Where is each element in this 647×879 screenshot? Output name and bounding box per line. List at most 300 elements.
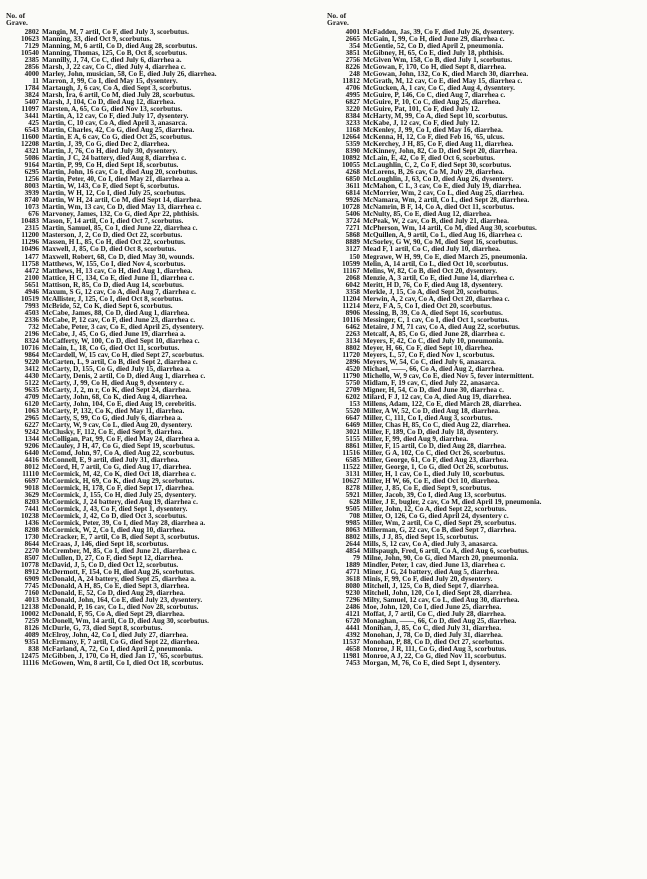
grave-entry-text: McCabe, P, 12 cav, Co F, died June 23, diarrhea c.	[42, 316, 196, 324]
grave-entry-text: McLaughlin, C, 2, Co F, died Sept 30, scorbutus.	[363, 162, 512, 170]
grave-entry-row	[327, 134, 627, 141]
grave-entry-row	[6, 380, 306, 387]
grave-number: 11296	[21, 239, 39, 247]
grave-number: 9635	[24, 386, 39, 394]
grave-number: 10519	[21, 295, 39, 303]
grave-entry-text: Miller, George, 61, Co F, died Aug 23, diarrhea.	[363, 456, 509, 464]
grave-number: 9230	[345, 590, 360, 598]
grave-number: 11516	[342, 449, 360, 457]
grave-number: 4520	[345, 365, 360, 373]
grave-entry-row	[327, 225, 627, 232]
grave-number: 8278	[345, 485, 360, 493]
grave-entry-text: McCrember, M, 85, Co I, died June 21, diarrhea c.	[42, 548, 197, 556]
grave-entry-row	[327, 197, 627, 204]
grave-entry-row	[6, 492, 306, 499]
grave-entry-text: McLain, E, 42, Co F, died Oct 6, scorbutus.	[363, 155, 495, 163]
grave-entry-row	[327, 604, 627, 611]
grave-entry-row	[6, 317, 306, 324]
grave-number: 9220	[24, 358, 39, 366]
grave-entry-row	[327, 548, 627, 555]
grave-entry-text: McGuire, P, 146, Co C, died Aug 7, diarrhea c.	[363, 92, 506, 100]
grave-number: 2965	[24, 414, 39, 422]
grave-number: 7453	[345, 660, 360, 668]
grave-entry-row	[6, 289, 306, 296]
grave-entry-row	[6, 394, 306, 401]
grave-number: 2856	[24, 64, 39, 72]
grave-entry-row	[6, 275, 306, 282]
grave-number: 10116	[342, 316, 360, 324]
grave-number: 4503	[24, 309, 39, 317]
grave-entry-row	[6, 296, 306, 303]
left-column-header: No. of Grave.	[6, 11, 28, 27]
grave-number: 11720	[342, 351, 360, 359]
grave-number: 5406	[345, 211, 360, 219]
grave-number: 4771	[345, 569, 360, 577]
grave-number: 3412	[24, 365, 39, 373]
grave-number: 11812	[342, 78, 360, 86]
grave-entry-text: Meritt, H D, 76, Co F, died Aug 18, dysentery.	[363, 281, 503, 289]
grave-entry-row	[6, 618, 306, 625]
grave-entry-text: Miller, G A, 102, Co C, died Oct 26, scorbutus.	[363, 449, 506, 457]
grave-number: 7993	[24, 302, 39, 310]
grave-entry-text: McCormick, W, 2, Co I, died Aug 10, diarrhea.	[42, 527, 186, 535]
grave-entry-text: McPeak, W, 2 cav, Co B, died July 21, diarrhea.	[363, 218, 509, 226]
grave-entry-row	[327, 394, 627, 401]
grave-entry-row	[327, 534, 627, 541]
grave-entry-text: Martin, J C, 24 battery, died Aug 8, diarrhea c.	[42, 155, 187, 163]
grave-entry-text: Marsh, J, 104, Co D, died Aug 12, diarrhea.	[42, 99, 176, 107]
grave-number: 2263	[345, 330, 360, 338]
grave-entry-row	[6, 148, 306, 155]
grave-number: 9351	[24, 639, 39, 647]
grave-number: 5155	[345, 435, 360, 443]
grave-entry-row	[327, 296, 627, 303]
grave-entry-row	[327, 625, 627, 632]
grave-entry-text: McCardell, W, 15 cav, Co H, died Sept 27, scorbutus.	[42, 351, 204, 359]
grave-entry-row	[327, 646, 627, 653]
grave-entry-text: Millens, Adam, 122, Co E, died March 28, diarrhea.	[363, 400, 522, 408]
grave-entry-text: McDonald, A, 24 battery, died Sept 25, diarrhea a.	[42, 576, 196, 584]
grave-number: 2644	[345, 541, 360, 549]
grave-entry-row	[327, 450, 627, 457]
grave-entry-row	[6, 597, 306, 604]
grave-entry-text: Martin, J, 39, Co G, died Dec 2, diarrhea.	[42, 141, 170, 149]
grave-number: 6850	[345, 176, 360, 184]
grave-entry-text: McNamrin, B F, 14, Co A, died Oct 11, scorbutus.	[363, 204, 515, 212]
grave-entry-text: Melin, A, 14 artil, Co L, died Oct 10, scorbutus.	[363, 260, 509, 268]
grave-number: 425	[28, 120, 39, 128]
grave-entry-row	[6, 141, 306, 148]
grave-entry-row	[6, 345, 306, 352]
grave-entry-row	[327, 43, 627, 50]
grave-entry-text: Menzie, A, 3 artil, Co E, died June 14, diarrhea c.	[363, 274, 515, 282]
grave-entry-row	[6, 583, 306, 590]
grave-entry-row	[327, 254, 627, 261]
grave-entry-row	[6, 555, 306, 562]
grave-entry-row	[327, 36, 627, 43]
grave-entry-row	[327, 239, 627, 246]
grave-number: 3939	[24, 190, 39, 198]
grave-entry-row	[327, 324, 627, 331]
grave-entry-row	[327, 590, 627, 597]
grave-entry-row	[6, 92, 306, 99]
grave-number: 4268	[345, 169, 360, 177]
grave-entry-row	[6, 590, 306, 597]
grave-number: 8861	[345, 442, 360, 450]
grave-entry-text: McMorrier, Wm, 2 cav, Co L, died Aug 25, diarrhea.	[363, 190, 525, 198]
grave-number: 6202	[345, 393, 360, 401]
grave-entry-row	[327, 331, 627, 338]
grave-entry-text: Martaugh, J, 6 cav, Co A, died Sept 3, scorbutus.	[42, 85, 192, 93]
grave-entry-text: Massen, H L, 85, Co H, died Oct 22, scorbutus.	[42, 239, 186, 247]
grave-number: 11167	[342, 267, 360, 275]
grave-entry-text: McCormick, J, 24 battery, died Aug 19, diarrhea c.	[42, 499, 198, 507]
grave-entry-row	[327, 85, 627, 92]
grave-entry-row	[327, 218, 627, 225]
grave-entry-text: Martin, J, 76, Co H, died July 30, dysentery.	[42, 148, 178, 156]
grave-entry-text: Meyers, L, 57, Co F, died Nov 1, scorbutus.	[363, 351, 495, 359]
grave-entry-text: McKabe, J, 12 cav, Co F, died July 12.	[363, 120, 480, 128]
grave-entry-text: McGain, I, 99, Co H, died June 29, diarrhea c.	[363, 36, 505, 44]
grave-entry-text: McGowan, John, 132, Co K, died March 30, diarrhea.	[363, 71, 529, 79]
grave-entry-text: McKenna, H, 12, Co F, died Feb 16, '65, ulcus.	[363, 134, 505, 142]
grave-entry-row	[327, 457, 627, 464]
grave-number: 3724	[345, 218, 360, 226]
grave-entry-row	[6, 436, 306, 443]
grave-entry-text: McCarty, John, 68, Co K, died Aug 4, diarrhea.	[42, 393, 188, 401]
grave-entry-row	[327, 660, 627, 667]
grave-entry-text: Morgan, M, 76, Co E, died Sept 1, dysentery.	[363, 660, 501, 668]
grave-entry-row	[6, 366, 306, 373]
grave-entry-row	[327, 141, 627, 148]
grave-entry-text: McGiven Wm, 158, Co B, died July 1, scorbutus.	[363, 57, 513, 65]
grave-number: 6227	[24, 421, 39, 429]
grave-entry-text: Monroe, J R, 111, Co G, died Aug 3, scorbutus.	[363, 646, 507, 654]
grave-entry-text: McDonell, Wm, 14 artil, Co D, died Aug 30, scorbutus.	[42, 618, 209, 626]
grave-entry-row	[327, 352, 627, 359]
grave-number: 6120	[24, 400, 39, 408]
grave-number: 8507	[24, 555, 39, 563]
grave-entry-row	[327, 71, 627, 78]
grave-entry-row	[6, 443, 306, 450]
left-column	[6, 12, 306, 667]
grave-entry-row	[6, 50, 306, 57]
grave-entry-row	[327, 183, 627, 190]
grave-entry-text: McGrath, M, 12 cav, Co E, died May 15, diarrhea c.	[363, 78, 523, 86]
right-column	[327, 12, 627, 667]
grave-entry-text: Martin, W H, 24 artil, Co M, died Sept 14, diarrhea.	[42, 197, 202, 205]
grave-entry-row	[6, 660, 306, 667]
grave-entry-text: Manning, M, 6 artil, Co D, died Aug 28, scorbutus.	[42, 43, 198, 51]
grave-number: 4430	[24, 372, 39, 380]
grave-entry-text: McCain, L, 18, Co G, died Oct 11, scorbutus.	[42, 344, 180, 352]
grave-number: 4854	[345, 548, 360, 556]
grave-number: 11790	[342, 372, 360, 380]
grave-number: 1256	[24, 176, 39, 184]
grave-entry-row	[327, 443, 627, 450]
grave-entry-row	[6, 604, 306, 611]
grave-number: 4013	[24, 597, 39, 605]
grave-entry-text: Manning, 33, died Oct 9, scorbutus.	[42, 36, 152, 44]
grave-entry-text: McFadden, Jas, 39, Co F, died July 26, dysentery.	[363, 29, 515, 36]
grave-entry-text: Merkle, J, 15, Co A, died Sept 20, scorbutus.	[363, 288, 499, 296]
grave-entry-text: McPherson, Wm, 14 artil, Co M, died Aug 30, scorbutus.	[363, 225, 537, 233]
grave-number: 3233	[345, 120, 360, 128]
grave-entry-row	[6, 36, 306, 43]
grave-entry-row	[6, 576, 306, 583]
grave-number: 6543	[24, 127, 39, 135]
grave-entry-text: Miller, A W, 52, Co D, died Aug 18, diarrhea.	[363, 407, 500, 415]
grave-entry-row	[327, 401, 627, 408]
grave-entry-row	[327, 429, 627, 436]
grave-entry-row	[327, 541, 627, 548]
right-column-header: No. of Grave.	[327, 11, 349, 27]
grave-entry-row	[6, 162, 306, 169]
grave-number: 9164	[24, 162, 39, 170]
grave-number: 11097	[21, 106, 39, 114]
grave-entry-row	[6, 513, 306, 520]
grave-number: 10778	[21, 562, 39, 570]
grave-number: 10002	[21, 611, 39, 619]
grave-entry-text: Merwin, A, 2 cav, Co A, died Oct 20, diarrhea c.	[363, 295, 510, 303]
grave-number: 4001	[345, 29, 360, 36]
grave-entry-row	[327, 211, 627, 218]
grave-entry-row	[327, 359, 627, 366]
grave-entry-row	[6, 450, 306, 457]
grave-entry-text: McClusky, F, 112, Co E, died Sept 9, diarrhea.	[42, 428, 184, 436]
grave-entry-text: Miller, F, 99, died Aug 9, diarrhea.	[363, 435, 469, 443]
grave-number: 10892	[342, 155, 360, 163]
grave-entry-row	[327, 57, 627, 64]
grave-entry-text: Marsten, A, 65, Co G, died Nov 13, scorbutus.	[42, 106, 183, 114]
grave-entry-row	[327, 204, 627, 211]
grave-entry-row	[327, 92, 627, 99]
grave-number: 3441	[24, 113, 39, 121]
grave-entry-text: Migner, H, 54, Co D, died June 30, diarrhea c.	[363, 386, 504, 394]
grave-number: 2709	[345, 386, 360, 394]
grave-entry-row	[327, 583, 627, 590]
grave-number: 3358	[345, 288, 360, 296]
grave-entry-row	[327, 485, 627, 492]
grave-number: 9926	[345, 197, 360, 205]
grave-number: 4121	[345, 611, 360, 619]
grave-number: 6295	[24, 169, 39, 177]
grave-number: 1889	[345, 562, 360, 570]
grave-entry-text: Miller, Wm, 2 artil, Co C, died Sept 29, scorbutus.	[363, 520, 517, 528]
grave-entry-row	[327, 492, 627, 499]
grave-number: 11204	[342, 295, 360, 303]
grave-entry-text: Miller, George, 1, Co G, died Oct 26, scorbutus.	[363, 463, 509, 471]
grave-entry-text: Martin, Charles, 42, Co G, died Aug 25, diarrhea.	[42, 127, 195, 135]
right-column-rows	[327, 29, 627, 667]
grave-number: 12138	[21, 604, 39, 612]
grave-entry-text: McKinney, John, 82, Co D, died Sept 20, diarrhea.	[363, 148, 518, 156]
grave-entry-row	[327, 366, 627, 373]
grave-entry-row	[6, 85, 306, 92]
grave-entry-text: Monaghan, ——, 66, Co D, died Aug 25, diarrhea.	[363, 618, 517, 626]
grave-number: 7745	[24, 583, 39, 591]
grave-entry-text: McCormick, J, 42, Co D, died Oct 3, scorbutus.	[42, 513, 187, 521]
grave-entry-text: Martin, C, 10 cav, Co A, died April 3, anasarca.	[42, 120, 188, 128]
grave-number: 4000	[24, 71, 39, 79]
grave-number: 6440	[24, 449, 39, 457]
grave-number: 6469	[345, 421, 360, 429]
grave-number: 4995	[345, 92, 360, 100]
grave-entry-text: Milty, Samuel, 12 cav, Co L, died Aug 30, diarrhea.	[363, 597, 520, 605]
grave-entry-text: McLoughlin, J, 63, Co D, died Aug 26, dysentery.	[363, 176, 514, 184]
grave-entry-text: Marsh, J, 22 cav, Co C, died July 4, diarrhea c.	[42, 64, 186, 72]
grave-number: 2385	[24, 57, 39, 65]
grave-entry-text: Marron, J, 99, Co I, died May 15, dysentery.	[42, 78, 178, 86]
grave-entry-text: Milard, F J, 12 cav, Co A, died Aug 19, diarrhea.	[363, 393, 512, 401]
grave-entry-row	[6, 534, 306, 541]
grave-entry-text: Metcalf, A, 85, Co G, died June 28, diarrhea c.	[363, 330, 505, 338]
grave-entry-row	[6, 338, 306, 345]
grave-number: 1436	[24, 520, 39, 528]
grave-entry-row	[327, 317, 627, 324]
grave-number: 8889	[345, 239, 360, 247]
grave-number: 5122	[24, 379, 39, 387]
grave-entry-row	[6, 239, 306, 246]
grave-number: 7296	[345, 597, 360, 605]
grave-entry-row	[327, 520, 627, 527]
grave-number: 1168	[346, 127, 360, 135]
grave-entry-row	[6, 478, 306, 485]
grave-number: 9206	[24, 442, 39, 450]
grave-entry-row	[327, 169, 627, 176]
grave-entry-row	[6, 120, 306, 127]
grave-entry-row	[6, 71, 306, 78]
grave-entry-text: Miller, F, 189, Co D, died July 18, dysentery.	[363, 428, 499, 436]
grave-entry-row	[6, 113, 306, 120]
grave-number: 4441	[345, 625, 360, 633]
grave-entry-text: McCormick, H, 69, Co K, died Aug 29, scorbutus.	[42, 478, 195, 485]
grave-entry-row	[327, 373, 627, 380]
grave-entry-text: Monihan, J, 85, Co C, died July 31, diarrhea.	[363, 625, 502, 633]
grave-entry-row	[6, 225, 306, 232]
grave-number: 1344	[24, 435, 39, 443]
grave-entry-row	[327, 436, 627, 443]
grave-entry-text: Maxwell, J, 85, Co D, died Oct 8, scorbutus.	[42, 246, 177, 254]
grave-entry-text: Metaire, J M, 71 cav, Co A, died Aug 22, scorbutus.	[363, 323, 520, 331]
grave-entry-row	[6, 471, 306, 478]
grave-entry-row	[327, 555, 627, 562]
grave-number: 10623	[21, 36, 39, 44]
left-column-rows	[6, 29, 306, 667]
grave-entry-text: McCord, H, 7 artil, Co G, died Aug 17, diarrhea.	[42, 463, 192, 471]
grave-number: 8203	[24, 499, 39, 507]
grave-entry-text: Matthews, W, 155, Co I, died Nov 4, scorbutus.	[42, 260, 186, 268]
grave-number: 2665	[345, 36, 360, 44]
grave-entry-row	[6, 303, 306, 310]
grave-number: 4706	[345, 85, 360, 93]
grave-entry-text: Mattice, H C, 134, Co E, died June 11, diarrhea c.	[42, 274, 195, 282]
grave-entry-text: Marsh, Ira, 6 artil, Co M, died July 28, scorbutus.	[42, 92, 195, 100]
grave-entry-text: McCarty, Denis, 2 artil, Co D, died Aug 1, diarrhea c.	[42, 372, 206, 380]
grave-entry-row	[327, 155, 627, 162]
grave-number: 2896	[345, 358, 360, 366]
grave-entry-text: McDermott, F, 154, Co H, died Aug 26, scorbutus.	[42, 569, 195, 577]
grave-entry-row	[327, 282, 627, 289]
grave-entry-text: Miller, J E, bugler, 2 cav, Co M, died April 19, pneumonia.	[363, 499, 542, 507]
grave-number: 2486	[345, 604, 360, 612]
grave-entry-row	[6, 127, 306, 134]
grave-number: 5520	[345, 407, 360, 415]
grave-entry-row	[6, 324, 306, 331]
grave-entry-text: McDurle, G, 73, died Sept 8, scorbutus.	[42, 625, 163, 633]
grave-entry-text: Maxwell, Robert, 68, Co D, died May 30, wounds.	[42, 253, 195, 261]
grave-entry-text: McCullen, D, 27, Co F, died Sept 12, diarrhea.	[42, 555, 184, 563]
grave-entry-text: Miner, J G, 24 battery, died Aug 5, diarrhea.	[363, 569, 500, 577]
grave-entry-text: Moffat, J, 7 artil, Co C, died July 28, diarrhea.	[363, 611, 506, 619]
grave-number: 2100	[24, 274, 39, 282]
grave-entry-text: McHarty, M, 99, Co A, died Sept 10, scorbutus.	[363, 113, 508, 121]
grave-entry-row	[327, 422, 627, 429]
grave-entry-text: Moe, John, 120, Co I, died June 25, diarrhea.	[363, 604, 502, 612]
grave-entry-text: Maxum, S G, 12 cav, Co A, died Aug 7, diarrhea c.	[42, 288, 196, 296]
grave-entry-row	[6, 506, 306, 513]
grave-entry-text: Mangin, M, 7 artil, Co F, died July 3, scorbutus.	[42, 29, 189, 36]
grave-entry-text: McGuire, P, 10, Co C, died Aug 25, diarrhea.	[363, 99, 501, 107]
grave-number: 708	[349, 513, 360, 521]
grave-number: 3127	[345, 246, 360, 254]
grave-entry-row	[327, 527, 627, 534]
grave-number: 79	[352, 555, 360, 563]
grave-entry-text: Martin, Samuel, 85, Co I, died June 22, diarrhea c.	[42, 225, 198, 233]
grave-entry-text: Monohan, J, 78, Co D, died July 31, diarrhea.	[363, 632, 503, 640]
grave-entry-text: McCarty, S, 99, Co G, died July 6, diarrhea a.	[42, 414, 183, 422]
grave-number: 6827	[345, 99, 360, 107]
grave-entry-text: McKerchey, J H, 85, Co F, died Aug 11, diarrhea.	[363, 141, 514, 149]
grave-entry-row	[6, 373, 306, 380]
grave-entry-row	[327, 127, 627, 134]
grave-number: 1063	[24, 407, 39, 415]
grave-number: 1073	[24, 204, 39, 212]
grave-entry-row	[6, 359, 306, 366]
grave-number: 11600	[21, 134, 39, 142]
grave-entry-text: Monroe, A J, 22, Co G, died Nov 11, scorbutus.	[363, 653, 507, 661]
grave-entry-text: McCarty, P, 132, Co K, died May 11, diarrhea.	[42, 407, 185, 415]
grave-number: 11214	[342, 302, 360, 310]
grave-entry-row	[327, 387, 627, 394]
grave-entry-row	[327, 310, 627, 317]
grave-entry-text: McGowen, Wm, 8 artil, Co I, died Oct 18, scorbutus.	[42, 660, 204, 668]
grave-entry-text: Mitchell, John, 120, Co I, died Sept 28, diarrhea.	[363, 590, 512, 598]
grave-entry-text: McCarty, D, 155, Co G, died July 15, diarrhea a.	[42, 365, 191, 373]
grave-entry-row	[6, 331, 306, 338]
grave-number: 8208	[24, 527, 39, 535]
grave-number: 11116	[22, 660, 39, 668]
grave-number: 838	[28, 646, 39, 654]
grave-entry-row	[327, 471, 627, 478]
grave-entry-text: McKenley, J, 99, Co I, died May 16, diarrhea.	[363, 127, 503, 135]
grave-entry-text: Mills, J J, 85, died Sept 15, scorbutus.	[363, 534, 479, 542]
grave-entry-row	[327, 176, 627, 183]
grave-number: 7160	[24, 590, 39, 598]
grave-entry-text: McCormick, J, 155, Co H, died July 25, dysentery.	[42, 492, 197, 500]
grave-entry-row	[327, 289, 627, 296]
grave-entry-text: Mattison, R, 85, Co D, died Aug 14, scorbutus.	[42, 281, 184, 289]
grave-entry-row	[327, 50, 627, 57]
grave-entry-row	[6, 401, 306, 408]
grave-entry-row	[6, 646, 306, 653]
grave-number: 8003	[24, 183, 39, 191]
grave-number: 3851	[345, 50, 360, 58]
grave-number: 676	[28, 211, 39, 219]
grave-entry-row	[327, 246, 627, 253]
grave-number: 12208	[21, 141, 39, 149]
grave-entry-text: Martin, A, 12 cav, Co F, died July 17, dysentery.	[42, 113, 189, 121]
